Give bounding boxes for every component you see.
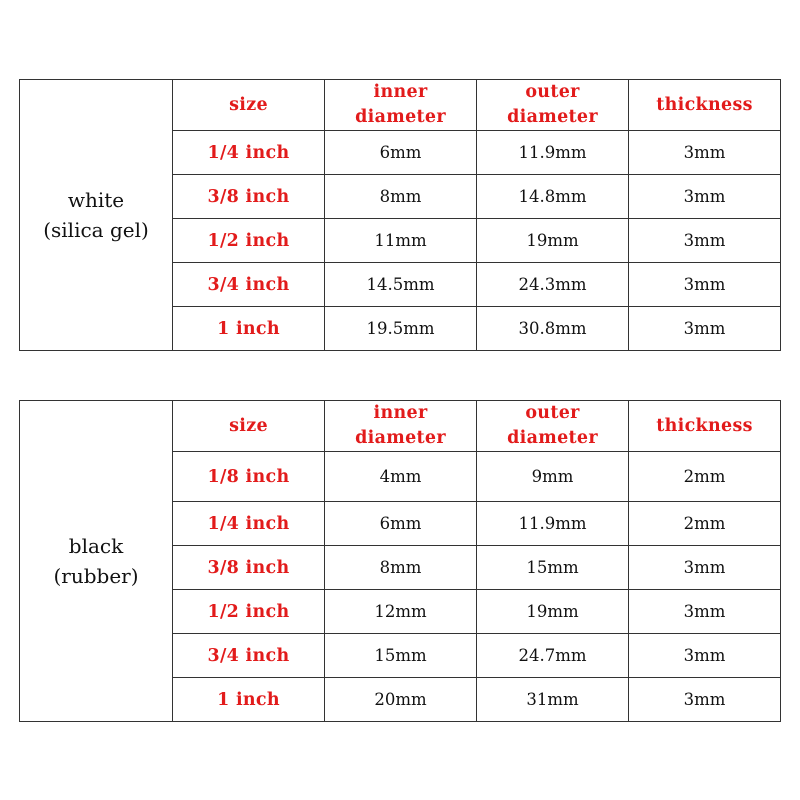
inner-diameter-cell: 6mm — [325, 131, 477, 175]
header-thickness: thickness — [629, 401, 781, 452]
material-type: (silica gel) — [43, 218, 149, 242]
size-cell: 1/2 inch — [173, 590, 325, 634]
size-cell: 1 inch — [173, 307, 325, 351]
outer-diameter-cell: 11.9mm — [477, 502, 629, 546]
thickness-cell: 3mm — [629, 678, 781, 722]
inner-diameter-cell: 8mm — [325, 546, 477, 590]
header-inner-diameter: inner diameter — [325, 80, 477, 131]
inner-diameter-cell: 11mm — [325, 219, 477, 263]
outer-diameter-cell: 19mm — [477, 219, 629, 263]
table-header-row — [20, 401, 781, 452]
inner-diameter-cell: 19.5mm — [325, 307, 477, 351]
header-inner-diameter: inner diameter — [325, 401, 477, 452]
material-name: black — [68, 534, 124, 558]
outer-diameter-cell: 15mm — [477, 546, 629, 590]
thickness-cell: 2mm — [629, 452, 781, 502]
size-cell: 3/4 inch — [173, 263, 325, 307]
material-name: white — [67, 188, 125, 212]
size-cell: 1/4 inch — [173, 131, 325, 175]
material-cell-black — [20, 401, 173, 722]
outer-diameter-cell: 14.8mm — [477, 175, 629, 219]
material-type: (rubber) — [53, 564, 139, 588]
outer-diameter-cell: 24.3mm — [477, 263, 629, 307]
outer-diameter-cell: 24.7mm — [477, 634, 629, 678]
outer-diameter-cell: 19mm — [477, 590, 629, 634]
thickness-cell: 3mm — [629, 590, 781, 634]
inner-diameter-cell: 6mm — [325, 502, 477, 546]
size-cell: 1/8 inch — [173, 452, 325, 502]
size-cell: 3/8 inch — [173, 546, 325, 590]
inner-diameter-cell: 14.5mm — [325, 263, 477, 307]
header-size: size — [173, 80, 325, 131]
inner-diameter-cell: 4mm — [325, 452, 477, 502]
size-cell: 3/8 inch — [173, 175, 325, 219]
thickness-cell: 3mm — [629, 546, 781, 590]
material-cell-white — [20, 80, 173, 351]
inner-diameter-cell: 12mm — [325, 590, 477, 634]
inner-diameter-cell: 15mm — [325, 634, 477, 678]
thickness-cell: 3mm — [629, 175, 781, 219]
size-cell: 1 inch — [173, 678, 325, 722]
outer-diameter-cell: 30.8mm — [477, 307, 629, 351]
size-cell: 1/4 inch — [173, 502, 325, 546]
header-outer-diameter: outer diameter — [477, 401, 629, 452]
thickness-cell: 3mm — [629, 131, 781, 175]
header-outer-diameter: outer diameter — [477, 80, 629, 131]
table-header-row — [20, 80, 781, 131]
thickness-cell: 3mm — [629, 219, 781, 263]
black-spec-table — [19, 400, 781, 722]
size-cell: 1/2 inch — [173, 219, 325, 263]
thickness-cell: 3mm — [629, 263, 781, 307]
header-size: size — [173, 401, 325, 452]
inner-diameter-cell: 20mm — [325, 678, 477, 722]
white-spec-table — [19, 79, 781, 351]
thickness-cell: 3mm — [629, 307, 781, 351]
thickness-cell: 3mm — [629, 634, 781, 678]
thickness-cell: 2mm — [629, 502, 781, 546]
outer-diameter-cell: 9mm — [477, 452, 629, 502]
inner-diameter-cell: 8mm — [325, 175, 477, 219]
size-cell: 3/4 inch — [173, 634, 325, 678]
outer-diameter-cell: 11.9mm — [477, 131, 629, 175]
outer-diameter-cell: 31mm — [477, 678, 629, 722]
header-thickness: thickness — [629, 80, 781, 131]
